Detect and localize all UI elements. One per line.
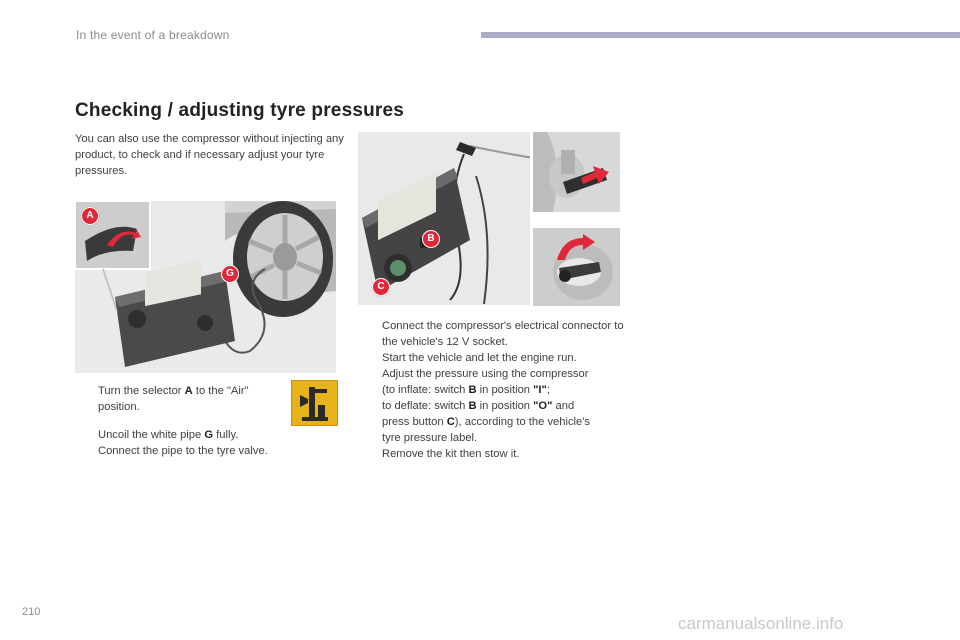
- page-number: 210: [22, 606, 41, 618]
- step-text: in position: [476, 400, 534, 412]
- selector-key: A: [184, 385, 193, 397]
- label-g: G: [221, 265, 239, 283]
- inflate-instruction: [382, 382, 639, 398]
- step-text: Remove the kit then stow it.: [382, 448, 520, 460]
- step-text: to deflate: switch: [382, 400, 469, 412]
- button-key: C: [446, 416, 455, 428]
- switch-position: "I": [533, 384, 547, 396]
- step-text: to the "Air" position.: [98, 385, 249, 413]
- flip-arrow-icon: [553, 234, 597, 262]
- step-text: (to inflate: switch: [382, 384, 469, 396]
- step-text: tyre pressure label.: [382, 432, 478, 444]
- right-step-3: [359, 366, 639, 446]
- switch-position: "O": [533, 400, 553, 412]
- label-b: B: [422, 230, 440, 248]
- step-text: and: [552, 400, 575, 412]
- watermark: carmanualsonline.info: [678, 614, 844, 633]
- left-step-3: [75, 443, 315, 459]
- right-step-4: [359, 446, 629, 462]
- section-header-bar: [481, 32, 960, 38]
- step-text: Connect the compressor's electrical connector to the vehicle's 12 V socket.: [382, 320, 624, 348]
- step-text: Connect the pipe to the tyre valve.: [98, 445, 268, 457]
- step-text: in position: [476, 384, 534, 396]
- step-text: ), according to the vehicle's: [454, 416, 590, 428]
- socket-drawing: [533, 132, 620, 212]
- ignition-illustration: [533, 228, 620, 306]
- page-title: Checking / adjusting tyre pressures: [75, 100, 405, 121]
- switch-key: B: [468, 400, 477, 412]
- step-text: ;: [546, 384, 550, 396]
- pipe-key: G: [204, 429, 214, 441]
- left-step-2: [75, 427, 305, 443]
- switch-key: B: [468, 384, 477, 396]
- compressor-wheel-illustration: [75, 201, 336, 373]
- left-step-1: [75, 383, 275, 415]
- step-text: Uncoil the white pipe: [98, 429, 205, 441]
- step-text: Start the vehicle and let the engine run.: [382, 352, 577, 364]
- label-c: C: [372, 278, 390, 296]
- right-step-2: [359, 350, 629, 366]
- step-text: press button: [382, 416, 447, 428]
- label-a: A: [81, 207, 99, 225]
- button-instruction: [382, 414, 639, 430]
- selector-arrow-icon: [105, 225, 141, 249]
- section-header: In the event of a breakdown: [76, 28, 230, 42]
- deflate-instruction: [382, 398, 639, 414]
- jack-warning-icon: [291, 380, 338, 426]
- step-text: fully.: [213, 429, 239, 441]
- compressor-plug-illustration: [358, 132, 530, 305]
- intro-paragraph: You can also use the compressor without injecting any product, to check and if necessary adjust your tyre pressures.: [75, 133, 344, 177]
- step-text: Turn the selector: [98, 385, 185, 397]
- right-step-1: [359, 318, 629, 350]
- socket-illustration: [533, 132, 620, 212]
- step-text: Adjust the pressure using the compressor: [382, 368, 589, 380]
